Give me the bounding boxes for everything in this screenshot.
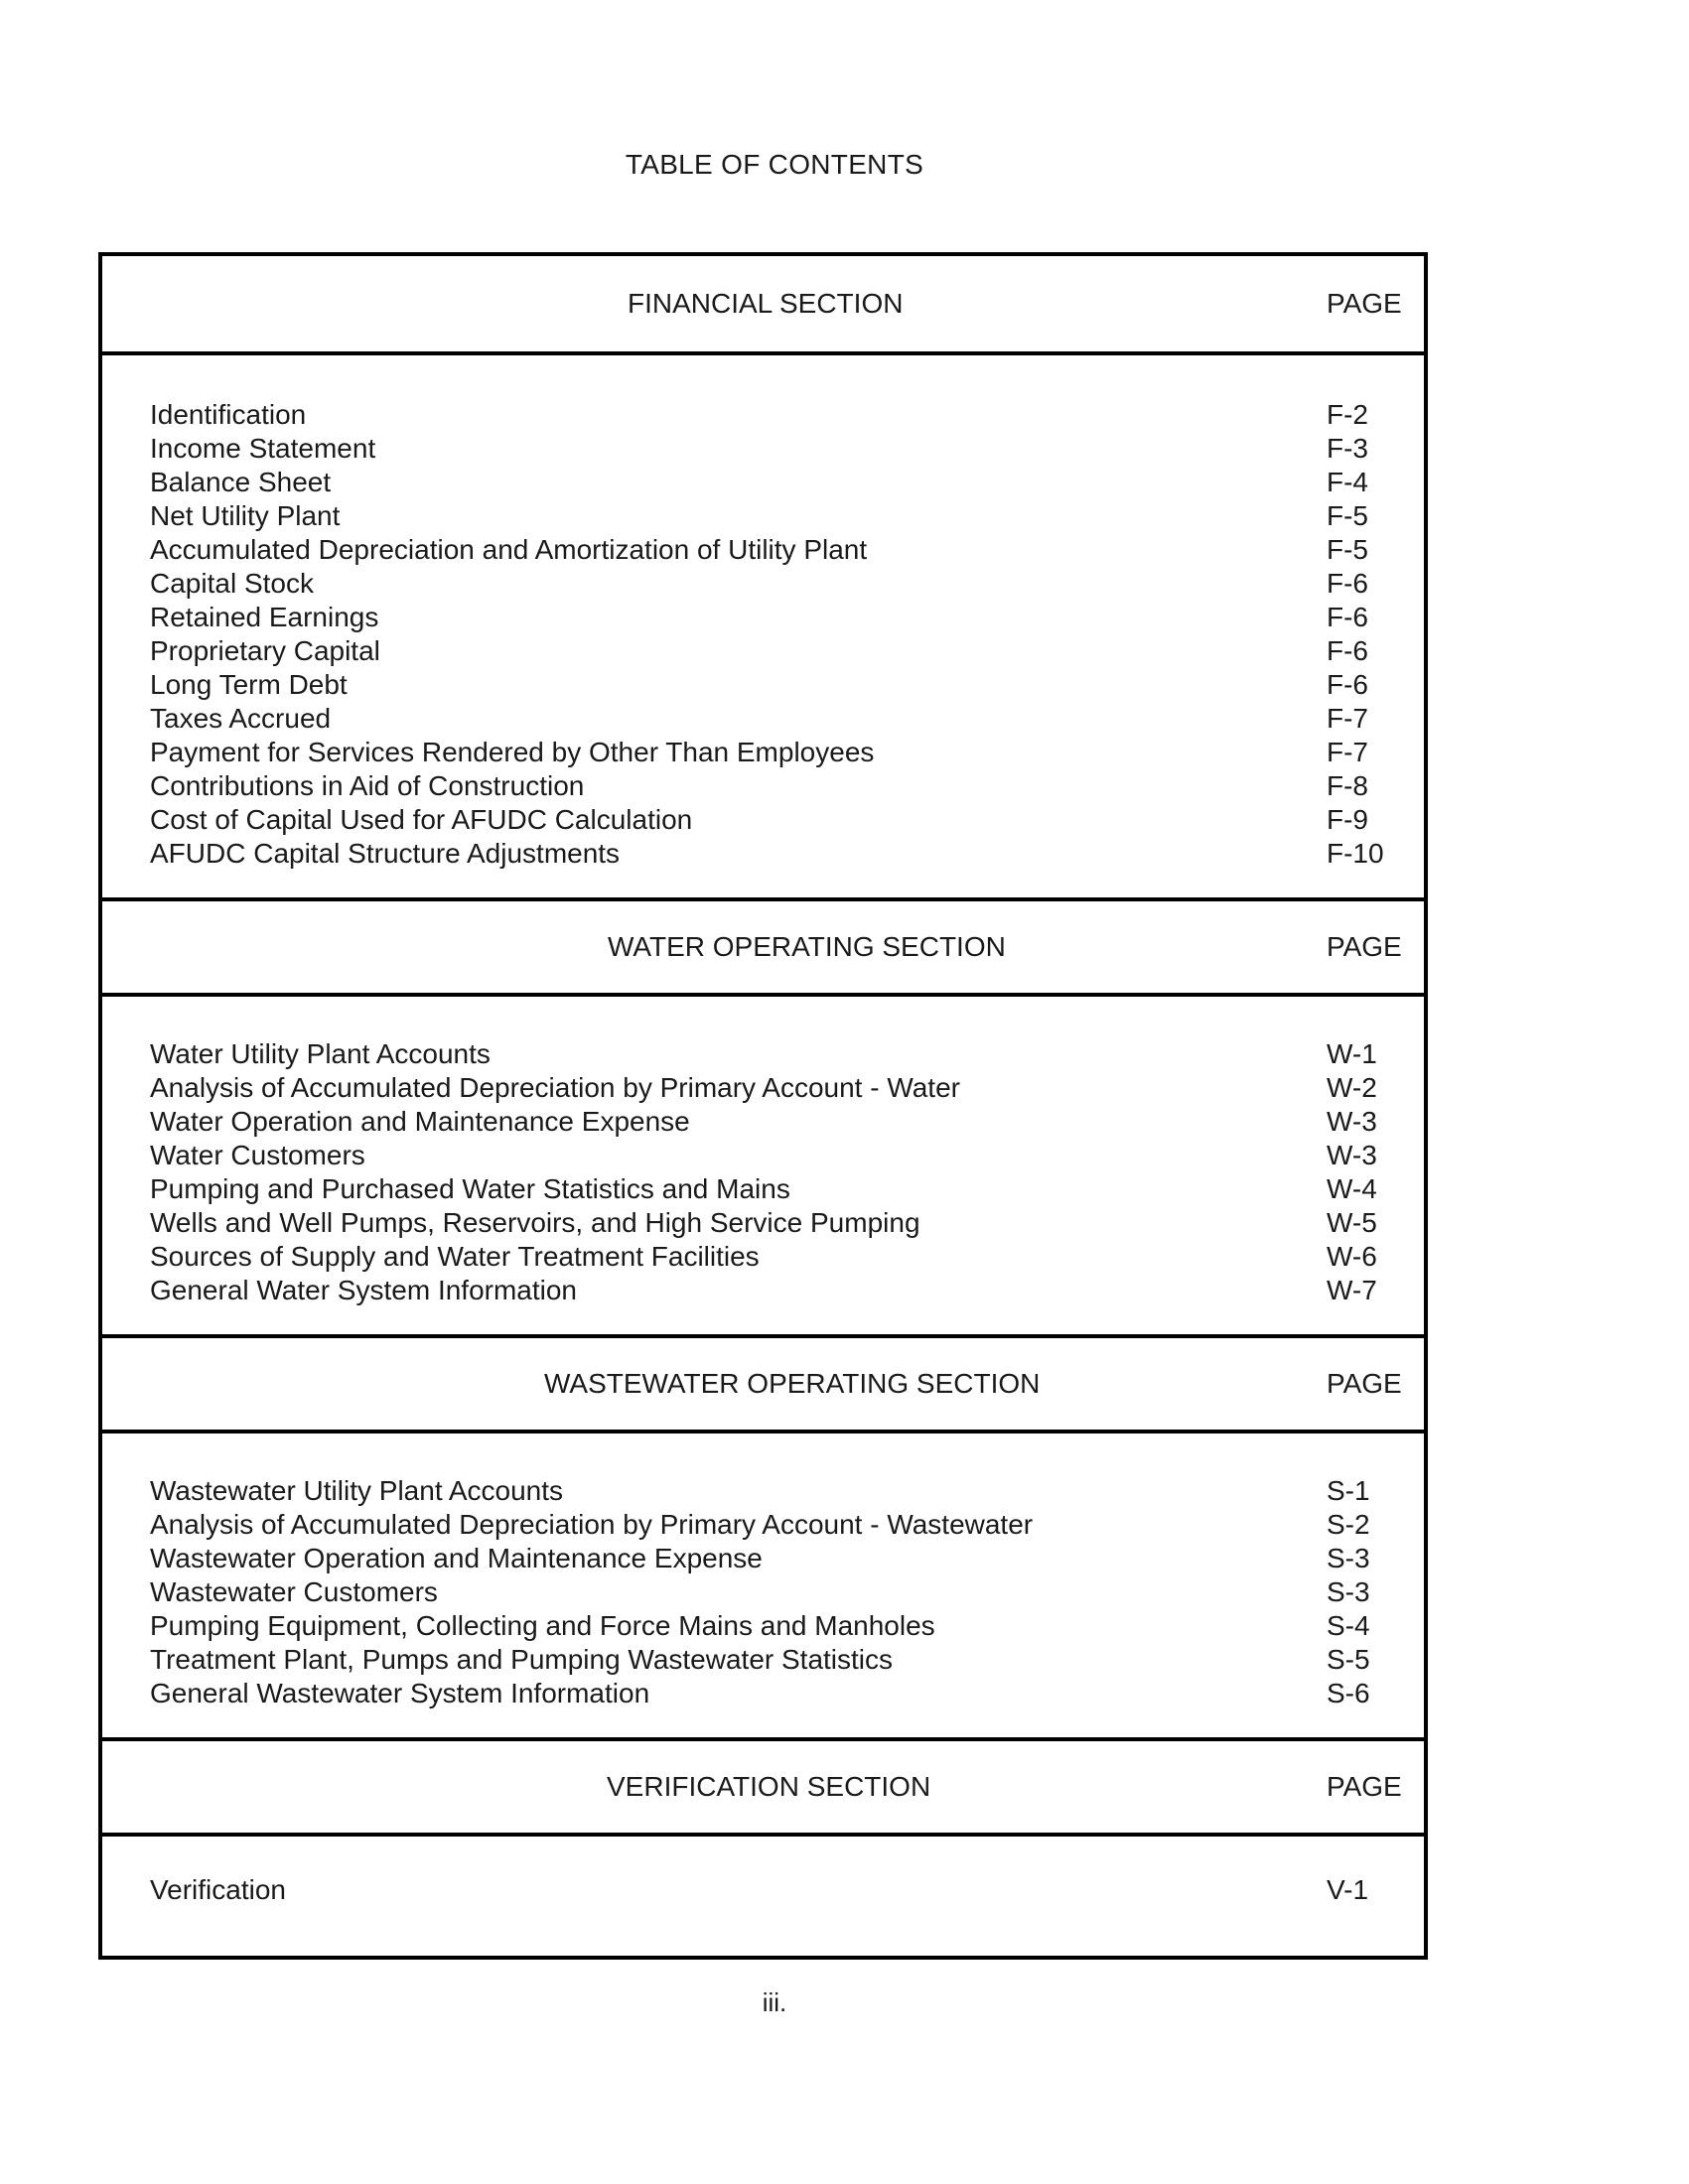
page-number: iii. <box>762 1987 787 2017</box>
toc-entry-page: W-5 <box>1327 1207 1377 1238</box>
toc-entry <box>150 1474 1424 1508</box>
water-section-header <box>102 897 1424 997</box>
toc-entry-page: F-7 <box>1327 737 1368 767</box>
toc-entry-label: General Wastewater System Information <box>150 1678 650 1708</box>
wastewater-section-header <box>102 1334 1424 1433</box>
toc-entry-label: Water Utility Plant Accounts <box>150 1038 491 1069</box>
toc-entry-page: F-6 <box>1327 568 1368 599</box>
toc-entry-label: Payment for Services Rendered by Other Than Employees <box>150 737 875 767</box>
financial-page-label: PAGE <box>1327 288 1402 319</box>
toc-entry <box>150 1105 1424 1139</box>
toc-entry-label: Cost of Capital Used for AFUDC Calculation <box>150 804 693 835</box>
financial-section-header <box>102 256 1424 355</box>
toc-entry-label: Balance Sheet <box>150 467 332 497</box>
toc-entry-label: Water Customers <box>150 1140 365 1170</box>
toc-entry <box>150 1508 1424 1542</box>
toc-entry-label: Identification <box>150 399 307 430</box>
verification-section-body <box>102 1837 1424 1956</box>
toc-entry-page: W-6 <box>1327 1241 1377 1272</box>
toc-entry <box>150 1139 1424 1172</box>
financial-section-title: FINANCIAL SECTION <box>628 288 904 319</box>
toc-entry-page: V-1 <box>1327 1874 1369 1905</box>
toc-entry-label: Wells and Well Pumps, Reservoirs, and High Service Pumping <box>150 1207 920 1238</box>
toc-entry <box>150 1873 1424 1907</box>
toc-entry-label: Contributions in Aid of Construction <box>150 770 585 801</box>
toc-entry-label: Taxes Accrued <box>150 703 332 734</box>
toc-entry <box>150 398 1424 432</box>
toc-entry-label: Pumping and Purchased Water Statistics and Mains <box>150 1173 790 1204</box>
document-title: TABLE OF CONTENTS <box>625 149 924 180</box>
toc-entry <box>150 1542 1424 1575</box>
toc-entry-label: General Water System Information <box>150 1275 578 1305</box>
toc-entry-page: F-10 <box>1327 838 1384 869</box>
toc-entry <box>150 1677 1424 1710</box>
water-section-title: WATER OPERATING SECTION <box>608 931 1006 962</box>
toc-entry <box>150 1172 1424 1206</box>
toc-entry-page: S-4 <box>1327 1610 1370 1641</box>
toc-entry-page: W-4 <box>1327 1173 1377 1204</box>
toc-entry-label: Pumping Equipment, Collecting and Force Mains and Manholes <box>150 1610 935 1641</box>
toc-entry-label: Treatment Plant, Pumps and Pumping Wastewater Statistics <box>150 1644 894 1675</box>
toc-entry-page: F-5 <box>1327 534 1368 565</box>
toc-entry-page: F-7 <box>1327 703 1368 734</box>
toc-entry-label: Accumulated Depreciation and Amortization of Utility Plant <box>150 534 868 565</box>
toc-entry <box>150 601 1424 634</box>
toc-entry-page: W-7 <box>1327 1275 1377 1305</box>
toc-entry <box>150 1609 1424 1643</box>
toc-entry-page: S-3 <box>1327 1543 1370 1573</box>
toc-entry-label: Income Statement <box>150 433 376 464</box>
toc-entry-page: W-2 <box>1327 1072 1377 1103</box>
toc-entry-label: Analysis of Accumulated Depreciation by Primary Account - Water <box>150 1072 960 1103</box>
wastewater-section-body <box>102 1433 1424 1737</box>
toc-entry-page: F-6 <box>1327 669 1368 700</box>
wastewater-page-label: PAGE <box>1327 1368 1402 1399</box>
toc-entry <box>150 803 1424 837</box>
toc-entry-page: F-4 <box>1327 467 1368 497</box>
water-section-body <box>102 997 1424 1334</box>
toc-entry-page: W-1 <box>1327 1038 1377 1069</box>
toc-entry-page: S-1 <box>1327 1475 1370 1506</box>
toc-entry <box>150 736 1424 769</box>
toc-entry-page: F-6 <box>1327 635 1368 666</box>
toc-entry <box>150 1274 1424 1307</box>
toc-entry-label: Net Utility Plant <box>150 500 341 531</box>
toc-entry-page: S-2 <box>1327 1509 1370 1540</box>
toc-entry <box>150 837 1424 871</box>
toc-entry <box>150 432 1424 466</box>
toc-entry-label: Capital Stock <box>150 568 314 599</box>
toc-entry-label: AFUDC Capital Structure Adjustments <box>150 838 621 869</box>
toc-entry-page: F-8 <box>1327 770 1368 801</box>
verification-section-title: VERIFICATION SECTION <box>607 1771 931 1802</box>
toc-entry-label: Retained Earnings <box>150 602 379 632</box>
toc-entry-page: F-9 <box>1327 804 1368 835</box>
toc-entry-page: S-5 <box>1327 1644 1370 1675</box>
toc-entry-label: Sources of Supply and Water Treatment Facilities <box>150 1241 760 1272</box>
toc-entry-label: Proprietary Capital <box>150 635 380 666</box>
toc-entry <box>150 533 1424 567</box>
toc-entry <box>150 634 1424 668</box>
toc-entry <box>150 466 1424 499</box>
toc-entry-page: S-6 <box>1327 1678 1370 1708</box>
toc-entry <box>150 1240 1424 1274</box>
toc-entry <box>150 1575 1424 1609</box>
verification-section-header <box>102 1737 1424 1837</box>
financial-section-body <box>102 355 1424 901</box>
toc-entry-page: F-2 <box>1327 399 1368 430</box>
wastewater-section-title: WASTEWATER OPERATING SECTION <box>544 1368 1041 1399</box>
toc-entry-label: Analysis of Accumulated Depreciation by Primary Account - Wastewater <box>150 1509 1034 1540</box>
toc-entry-label: Wastewater Customers <box>150 1576 438 1607</box>
toc-entry-page: F-3 <box>1327 433 1368 464</box>
toc-entry-label: Wastewater Operation and Maintenance Expense <box>150 1543 763 1573</box>
toc-entry-label: Wastewater Utility Plant Accounts <box>150 1475 564 1506</box>
toc-entry <box>150 1643 1424 1677</box>
toc-entry <box>150 499 1424 533</box>
toc-entry-page: F-5 <box>1327 500 1368 531</box>
toc-entry-label: Verification <box>150 1874 286 1905</box>
table-of-contents <box>98 252 1428 1960</box>
toc-entry <box>150 1071 1424 1105</box>
toc-entry-page: W-3 <box>1327 1140 1377 1170</box>
toc-entry-label: Long Term Debt <box>150 669 348 700</box>
toc-entry-page: F-6 <box>1327 602 1368 632</box>
toc-entry <box>150 567 1424 601</box>
toc-entry <box>150 668 1424 702</box>
toc-entry <box>150 702 1424 736</box>
water-page-label: PAGE <box>1327 931 1402 962</box>
toc-entry-page: S-3 <box>1327 1576 1370 1607</box>
toc-entry <box>150 769 1424 803</box>
verification-page-label: PAGE <box>1327 1771 1402 1802</box>
toc-entry-label: Water Operation and Maintenance Expense <box>150 1106 690 1137</box>
toc-entry-page: W-3 <box>1327 1106 1377 1137</box>
toc-entry <box>150 1206 1424 1240</box>
toc-entry <box>150 1037 1424 1071</box>
